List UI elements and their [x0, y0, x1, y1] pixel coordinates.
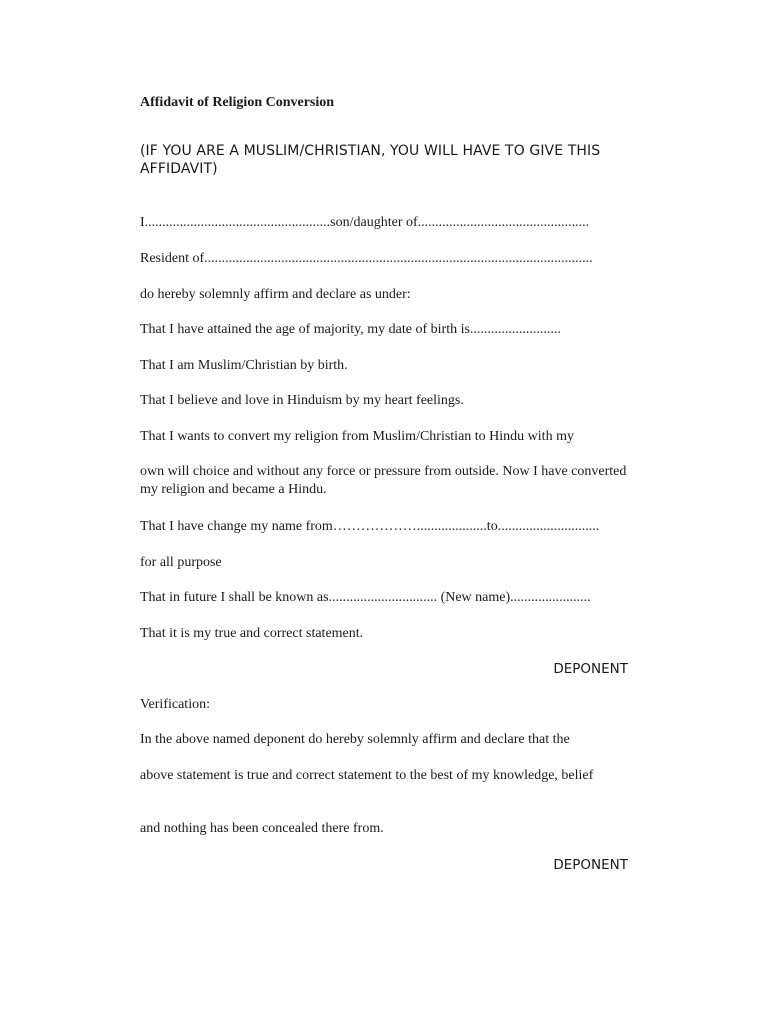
own-will-paragraph: own will choice and without any force or pressure from outside. Now I have converted my religion and became a Hindu.	[140, 464, 627, 497]
birth-religion-line: That I am Muslim/Christian by birth.	[140, 358, 348, 373]
deponent-signature-1: DEPONENT	[553, 661, 628, 677]
verification-line-2: above statement is true and correct statement to the best of my knowledge, belief	[140, 768, 594, 783]
name-line: I.....................................................son/daughter of.................................................	[140, 215, 590, 230]
majority-line: That I have attained the age of majority, my date of birth is..........................	[140, 322, 561, 337]
future-name-line: That in future I shall be known as............................... (New name).......................	[140, 590, 591, 605]
deponent-signature-2: DEPONENT	[553, 857, 628, 873]
document-title: Affidavit of Religion Conversion	[140, 95, 335, 110]
change-name-line: That I have change my name from………………....................to.............................	[140, 519, 600, 534]
verification-heading: Verification:	[140, 697, 210, 712]
affirm-line: do hereby solemnly affirm and declare as under:	[140, 287, 411, 302]
purpose-line: for all purpose	[140, 555, 222, 570]
true-statement-line: That it is my true and correct statement.	[140, 626, 364, 641]
verification-line-3: and nothing has been concealed there from.	[140, 821, 384, 836]
convert-line: That I wants to convert my religion from Muslim/Christian to Hindu with my	[140, 429, 574, 444]
verification-line-1: In the above named deponent do hereby solemnly affirm and declare that the	[140, 732, 570, 747]
instruction-note: (IF YOU ARE A MUSLIM/CHRISTIAN, YOU WILL HAVE TO GIVE THIS AFFIDAVIT)	[140, 143, 601, 177]
resident-line: Resident of...............................................................................................................	[140, 251, 593, 266]
belief-line: That I believe and love in Hinduism by my heart feelings.	[140, 393, 464, 408]
